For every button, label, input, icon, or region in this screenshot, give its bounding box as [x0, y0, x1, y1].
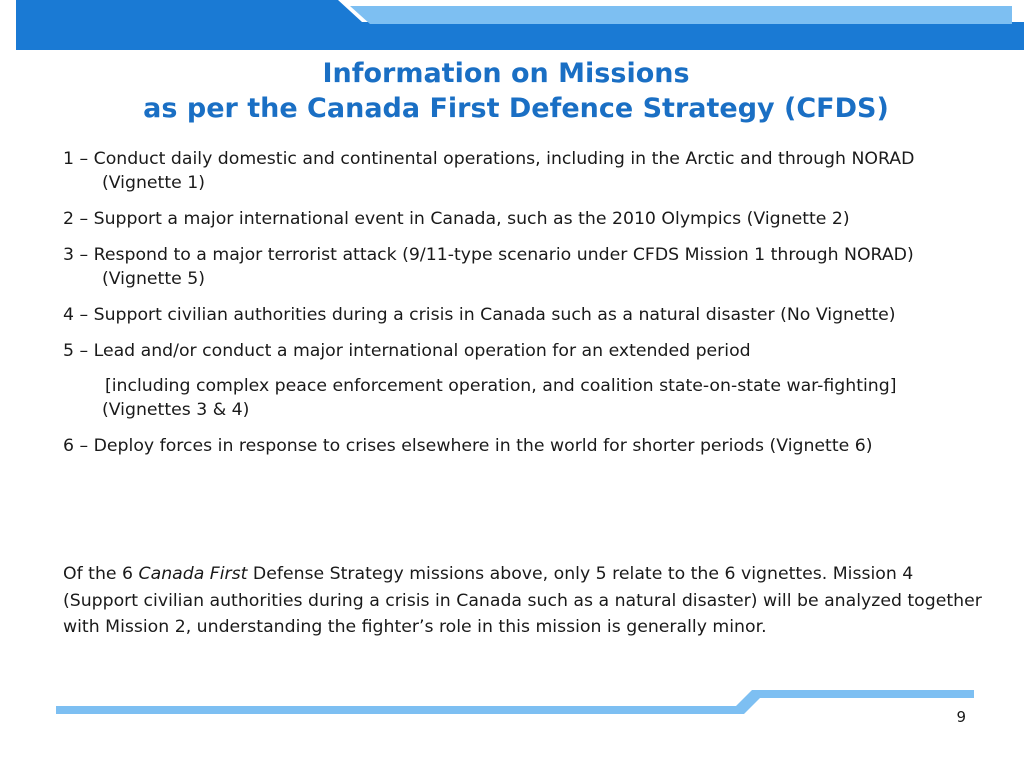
page-subtitle: as per the Canada First Defence Strategy (CFDS)	[143, 93, 889, 124]
summary-prefix: Of the 6	[63, 564, 139, 584]
mission-list	[63, 147, 963, 470]
mission-item: 4 – Support civilian authorities during a crisis in Canada such as a natural disaster (No Vignette)	[63, 305, 896, 325]
summary-rest: Defense Strategy missions above, only 5 relate to the 6 vignettes. Mission 4 (Support civilian authorities during a crisis in Canada such as a natural disaster) will be analyzed together with Mission 2, understanding the fighter’s role in this mission is generally minor.	[63, 564, 982, 637]
page-number: 9	[956, 708, 966, 726]
mission-item-continuation	[63, 374, 963, 422]
summary-italic: Canada First	[138, 564, 248, 584]
mission-item: 5 – Lead and/or conduct a major international operation for an extended period	[63, 341, 751, 361]
page-title: Information on Missions	[322, 58, 690, 89]
mission-continuation-text: [including complex peace enforcement operation, and coalition state-on-state war-fighting] (Vignettes 3 & 4)	[102, 376, 897, 420]
mission-item: 3 – Respond to a major terrorist attack (9/11-type scenario under CFDS Mission 1 through NORAD) (Vignette 5)	[63, 245, 914, 289]
summary-paragraph	[63, 561, 983, 641]
mission-item: 1 – Conduct daily domestic and continental operations, including in the Arctic and through NORAD (Vignette 1)	[63, 149, 915, 193]
top-banner-decoration	[0, 0, 1024, 60]
mission-item: 6 – Deploy forces in response to crises elsewhere in the world for shorter periods (Vignette 6)	[63, 436, 873, 456]
bottom-banner-decoration	[0, 684, 1024, 724]
mission-item: 2 – Support a major international event in Canada, such as the 2010 Olympics (Vignette 2)	[63, 209, 850, 229]
